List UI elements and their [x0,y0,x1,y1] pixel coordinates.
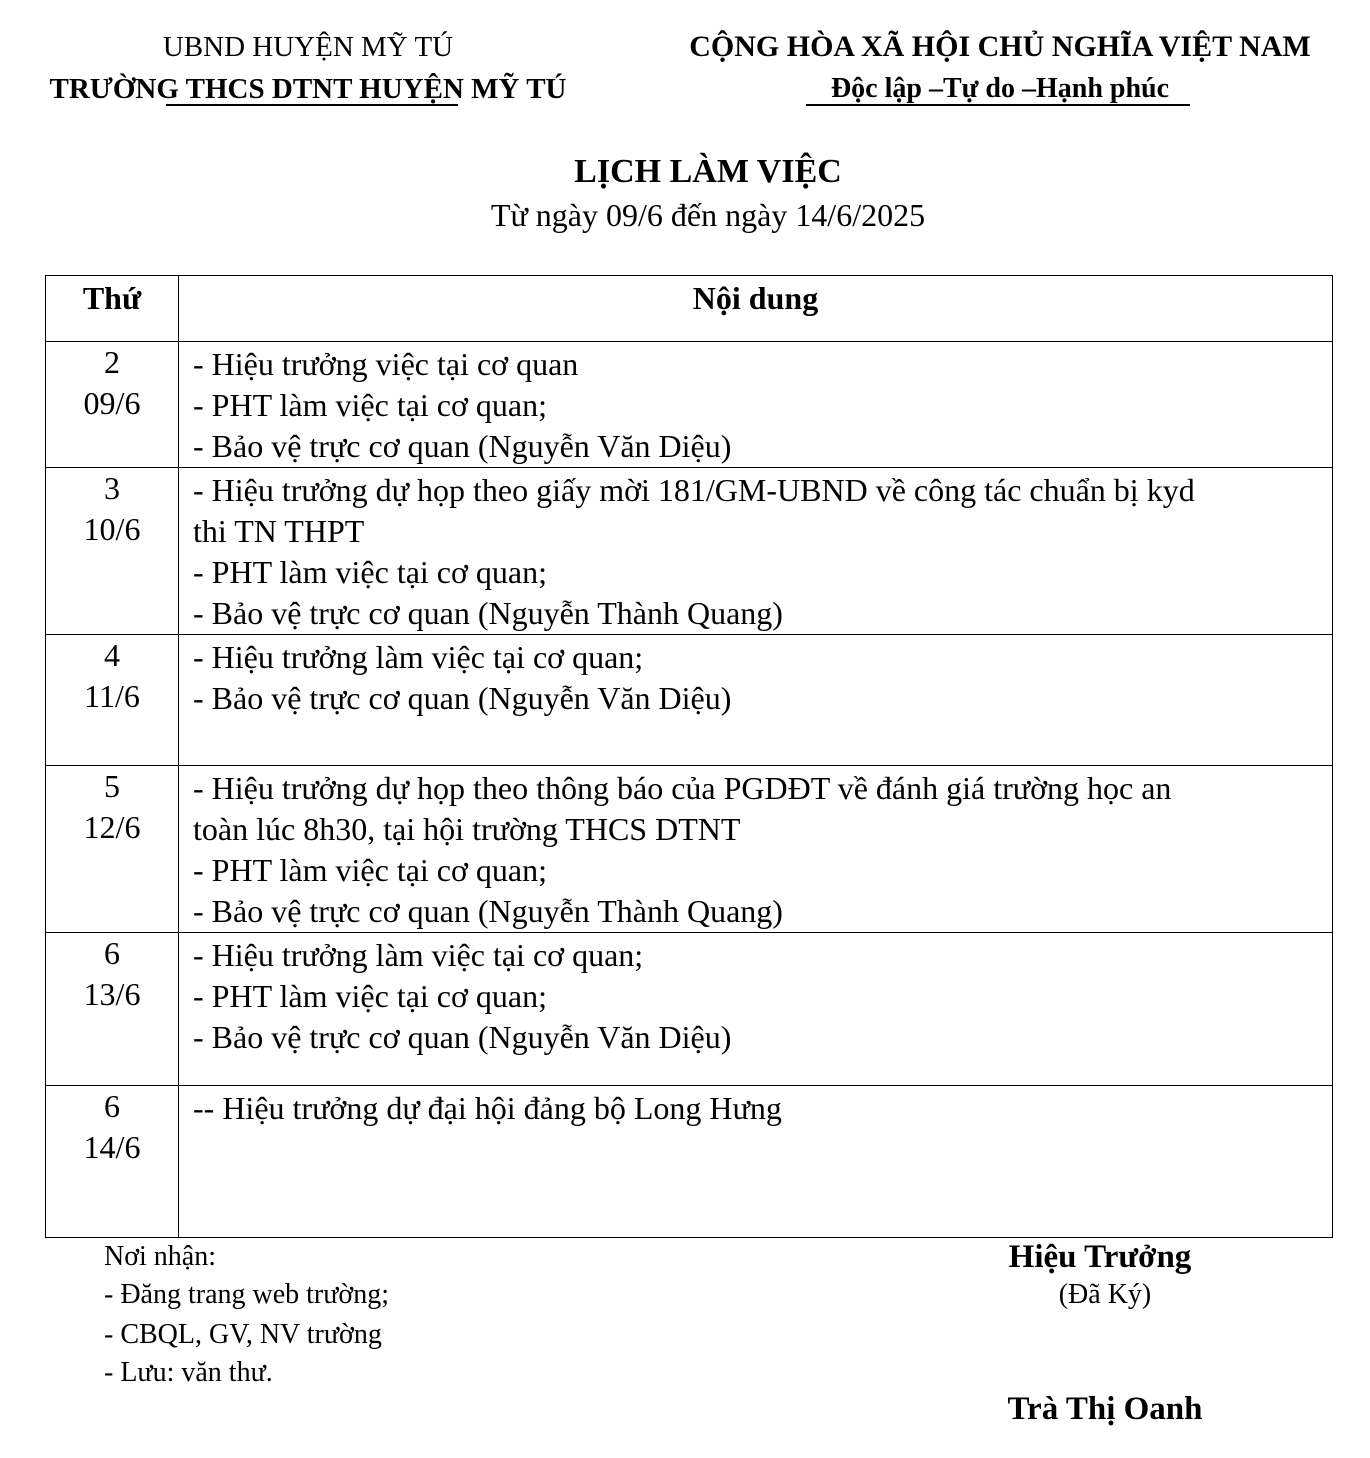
weekday: 6 [104,1088,120,1124]
content-line: toàn lúc 8h30, tại hội trường THCS DTNT [193,811,741,847]
content-line: - Bảo vệ trực cơ quan (Nguyễn Văn Diệu) [193,428,732,464]
recipient-item: - Đăng trang web trường; [104,1279,390,1310]
date: 09/6 [83,385,141,421]
day-cell [46,635,179,766]
weekday: 4 [104,637,120,673]
signer-name: Trà Thị Oanh [1007,1391,1203,1427]
schedule-table [45,275,1333,1238]
weekday: 3 [104,470,120,506]
content-line: - Bảo vệ trực cơ quan (Nguyễn Thành Quang) [193,893,783,929]
national-title: CỘNG HÒA XÃ HỘI CHỦ NGHĨA VIỆT NAM [689,30,1311,63]
date: 10/6 [83,511,141,547]
document-title: LỊCH LÀM VIỆC [574,153,842,190]
school-name: TRƯỜNG THCS DTNT HUYỆN MỸ TÚ [49,73,567,105]
content-line: - Hiệu trưởng dự họp theo giấy mời 181/GM-UBND về công tác chuẩn bị kyd [193,472,1195,508]
content-line: -- Hiệu trưởng dự đại hội đảng bộ Long Hưng [193,1090,782,1126]
table-row [46,635,1333,766]
date: 13/6 [83,976,141,1012]
header-day: Thứ [46,276,179,342]
table-row [46,1086,1333,1238]
header-left-underline [166,104,458,106]
day-cell [46,468,179,635]
table-row [46,468,1333,635]
date: 12/6 [83,809,141,845]
content-line: - Hiệu trưởng làm việc tại cơ quan; [193,639,644,675]
recipients-title: Nơi nhận: [104,1241,217,1272]
content-line: - Bảo vệ trực cơ quan (Nguyễn Thành Quang) [193,595,783,631]
weekday: 2 [104,344,120,380]
content-line: - Hiệu trưởng làm việc tại cơ quan; [193,937,644,973]
day-cell [46,342,179,468]
content-line: - Bảo vệ trực cơ quan (Nguyễn Văn Diệu) [193,680,732,716]
table-header-row [46,276,1333,342]
content-line: - PHT làm việc tại cơ quan; [193,978,548,1014]
content-cell [179,1086,1333,1238]
weekday: 5 [104,768,120,804]
recipient-item: - Lưu: văn thư. [104,1357,273,1388]
day-cell [46,766,179,933]
content-line: - Bảo vệ trực cơ quan (Nguyễn Văn Diệu) [193,1019,732,1055]
day-cell [46,1086,179,1238]
date: 14/6 [83,1129,141,1165]
content-line: - Hiệu trưởng dự họp theo thông báo của PGDĐT về đánh giá trường học an [193,770,1172,806]
day-cell [46,933,179,1086]
header-right-underline [806,104,1190,106]
content-cell [179,933,1333,1086]
document-date-range: Từ ngày 09/6 đến ngày 14/6/2025 [490,197,926,233]
content-cell [179,635,1333,766]
content-cell [179,468,1333,635]
table-row [46,766,1333,933]
agency-name: UBND HUYỆN MỸ TÚ [162,31,454,63]
content-line: - PHT làm việc tại cơ quan; [193,852,548,888]
signed-note: (Đã Ký) [1058,1279,1152,1310]
weekday: 6 [104,935,120,971]
table-row [46,933,1333,1086]
content-line: - PHT làm việc tại cơ quan; [193,387,548,423]
content-line: - PHT làm việc tại cơ quan; [193,554,548,590]
national-motto: Độc lập –Tự do –Hạnh phúc [830,73,1170,104]
recipient-item: - CBQL, GV, NV trường [104,1319,382,1350]
date: 11/6 [84,678,140,714]
content-cell [179,766,1333,933]
table-row [46,342,1333,468]
content-line: thi TN THPT [193,513,365,549]
content-cell [179,342,1333,468]
header-content: Nội dung [179,276,1333,342]
signer-title: Hiệu Trưởng [1008,1239,1192,1275]
content-line: - Hiệu trưởng việc tại cơ quan [193,346,579,382]
